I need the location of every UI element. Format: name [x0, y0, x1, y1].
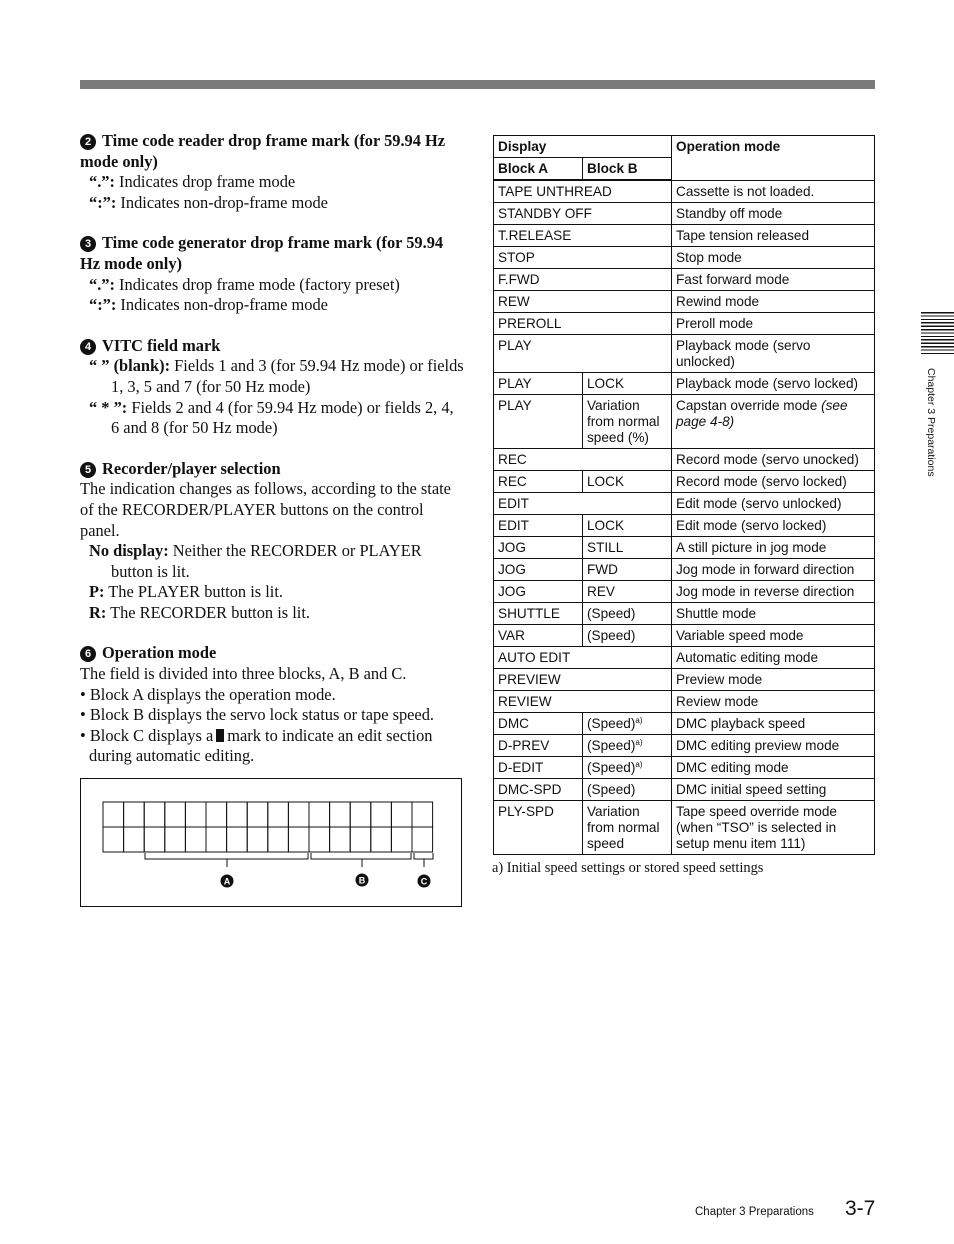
table-row [494, 269, 875, 291]
cell-display: PREVIEW [494, 669, 672, 691]
cell-block-b: (Speed)$^{a)}$ [583, 757, 672, 779]
number-badge-icon: 6 [80, 646, 96, 662]
header-block-a: Block A [494, 158, 583, 181]
table-row [494, 581, 875, 603]
section-tc-reader-drop-frame [80, 131, 465, 213]
cell-block-b: FWD [583, 559, 672, 581]
display-cell [391, 827, 412, 852]
section-tc-generator-drop-frame [80, 233, 465, 315]
display-cell [309, 827, 330, 852]
cell-operation-mode: Jog mode in forward direction [672, 559, 875, 581]
table-row [494, 669, 875, 691]
cell-block-a: JOG [494, 559, 583, 581]
number-badge-icon: 5 [80, 462, 96, 478]
label-b-text: B [358, 875, 366, 886]
cell-display: PLAY [494, 335, 672, 373]
footnote-ref: a) [635, 760, 643, 769]
label-circle-a [221, 875, 234, 888]
cell-operation-mode: Playback mode (servo unlocked) [672, 335, 875, 373]
definition-item: “:”: Indicates non-drop-frame mode [89, 192, 328, 212]
section-operation-mode [80, 643, 465, 767]
cell-display: F.FWD [494, 269, 672, 291]
cell-block-b: Variation from normal speed (%) [583, 395, 672, 449]
display-cell [288, 802, 309, 827]
table-row [494, 603, 875, 625]
definition-item: “.”: Indicates drop frame mode (factory preset) [89, 274, 400, 294]
table-row [494, 247, 875, 269]
cell-operation-mode: Edit mode (servo locked) [672, 515, 875, 537]
cell-block-a: D-EDIT [494, 757, 583, 779]
cell-operation-mode: DMC initial speed setting [672, 779, 875, 801]
cell-operation-mode: Shuttle mode [672, 603, 875, 625]
section-heading: 6 Operation mode [80, 643, 465, 664]
section-body: The indication changes as follows, according to the state of the RECORDER/PLAYER buttons on the control panel. [80, 479, 451, 540]
display-cell [268, 827, 289, 852]
section-heading: 5 Recorder/player selection [80, 459, 465, 480]
display-cell [412, 827, 433, 852]
cell-block-b: LOCK [583, 373, 672, 395]
table-row [494, 625, 875, 647]
table-footnote: a) Initial speed settings or stored speed settings [492, 860, 764, 876]
display-cell [391, 802, 412, 827]
table-row [494, 395, 875, 449]
table-body [494, 180, 875, 855]
display-field-diagram [80, 778, 462, 907]
edit-section-mark-icon [216, 729, 224, 742]
cell-operation-mode: Standby off mode [672, 203, 875, 225]
number-badge-icon: 3 [80, 236, 96, 252]
label-circle-b [356, 874, 369, 887]
section-vitc-field-mark [80, 336, 465, 439]
cell-block-a: PLY-SPD [494, 801, 583, 855]
table-row [494, 713, 875, 735]
display-cell [165, 827, 186, 852]
cell-block-a: PLAY [494, 395, 583, 449]
table-row [494, 335, 875, 373]
footnote-ref: a) [635, 738, 643, 747]
cell-block-b: (Speed) [583, 603, 672, 625]
label-circle-c [418, 875, 431, 888]
cell-operation-mode: Tape tension released [672, 225, 875, 247]
cell-operation-mode: Variable speed mode [672, 625, 875, 647]
cell-block-a: PLAY [494, 373, 583, 395]
display-cell [309, 802, 330, 827]
display-cell [227, 827, 248, 852]
cell-display: T.RELEASE [494, 225, 672, 247]
table-row [494, 180, 875, 203]
display-cell [412, 802, 433, 827]
section-heading: 3 Time code generator drop frame mark (for 59.94 Hz mode only) [80, 233, 444, 273]
display-cell [371, 827, 392, 852]
header-rule [80, 80, 875, 89]
display-cell [330, 802, 351, 827]
table-row [494, 779, 875, 801]
page-number: 3-7 [845, 1197, 876, 1220]
cell-display: REC [494, 449, 672, 471]
cell-operation-mode: Fast forward mode [672, 269, 875, 291]
cell-operation-mode: A still picture in jog mode [672, 537, 875, 559]
table-row [494, 203, 875, 225]
cell-operation-mode: DMC editing mode [672, 757, 875, 779]
table-row [494, 449, 875, 471]
cell-operation-mode: DMC playback speed [672, 713, 875, 735]
cell-operation-mode: Stop mode [672, 247, 875, 269]
table-row [494, 313, 875, 335]
table-row [494, 493, 875, 515]
cell-block-b: LOCK [583, 515, 672, 537]
cell-block-b: REV [583, 581, 672, 603]
number-badge-icon: 2 [80, 134, 96, 150]
cell-block-b: STILL [583, 537, 672, 559]
table-row [494, 373, 875, 395]
cell-block-a: REC [494, 471, 583, 493]
display-cell [165, 802, 186, 827]
display-cell [103, 802, 124, 827]
footer-chapter: Chapter 3 Preparations [695, 1206, 814, 1218]
section-heading: 4 VITC field mark [80, 336, 465, 357]
header-operation-mode: Operation mode [672, 136, 875, 181]
cell-block-a: JOG [494, 581, 583, 603]
footnote-ref: a) [635, 716, 643, 725]
display-cell [124, 827, 145, 852]
cell-operation-mode: Review mode [672, 691, 875, 713]
cell-block-a: EDIT [494, 515, 583, 537]
cell-operation-mode: Rewind mode [672, 291, 875, 313]
cell-block-a: D-PREV [494, 735, 583, 757]
display-cell-grid [103, 802, 433, 852]
cell-display: REW [494, 291, 672, 313]
cell-display: STANDBY OFF [494, 203, 672, 225]
cell-operation-mode: Tape speed override mode (when “TSO” is selected in setup menu item 111) [672, 801, 875, 855]
definition-item: R: The RECORDER button is lit. [89, 602, 310, 622]
display-cell [247, 802, 268, 827]
page-reference: (see page 4-8) [676, 398, 848, 429]
cell-block-a: JOG [494, 537, 583, 559]
cell-operation-mode: Jog mode in reverse direction [672, 581, 875, 603]
block-brackets [145, 853, 433, 867]
cell-block-a: DMC-SPD [494, 779, 583, 801]
cell-block-b: Variation from normal speed [583, 801, 672, 855]
header-display: Display [494, 136, 672, 158]
cell-block-a: DMC [494, 713, 583, 735]
cell-display: TAPE UNTHREAD [494, 180, 672, 203]
display-cell [103, 827, 124, 852]
display-cell [206, 827, 227, 852]
section-heading: 2 Time code reader drop frame mark (for 59.94 Hz mode only) [80, 131, 446, 171]
table-row [494, 471, 875, 493]
bullet-item: • Block B displays the servo lock status or tape speed. [80, 705, 434, 725]
table-row [494, 735, 875, 757]
definition-item: “.”: Indicates drop frame mode [89, 172, 296, 192]
cell-operation-mode: Record mode (servo unocked) [672, 449, 875, 471]
label-c-text: C [420, 876, 428, 887]
display-cell [330, 827, 351, 852]
display-cell [227, 802, 248, 827]
display-cell [350, 802, 371, 827]
display-cell [124, 802, 145, 827]
bullet-item: • Block C displays a mark to indicate an edit section during automatic editing. [80, 725, 433, 766]
display-cell [144, 802, 165, 827]
cell-operation-mode: Edit mode (servo unlocked) [672, 493, 875, 515]
bracket-block-b [311, 853, 411, 867]
cell-display: AUTO EDIT [494, 647, 672, 669]
number-badge-icon: 4 [80, 339, 96, 355]
cell-block-a: SHUTTLE [494, 603, 583, 625]
definition-item: P: The PLAYER button is lit. [89, 582, 283, 602]
display-cell [371, 802, 392, 827]
chapter-tab-marker [921, 312, 954, 356]
cell-block-b: LOCK [583, 471, 672, 493]
table-row [494, 537, 875, 559]
definition-item: “:”: Indicates non-drop-frame mode [89, 295, 328, 315]
table-row [494, 515, 875, 537]
definition-item: “ * ”: Fields 2 and 4 (for 59.94 Hz mode) or fields 2, 4, 6 and 8 (for 50 Hz mode) [89, 397, 454, 438]
label-a-text: A [223, 876, 231, 887]
display-cell [350, 827, 371, 852]
table-row [494, 691, 875, 713]
cell-display: STOP [494, 247, 672, 269]
cell-display: EDIT [494, 493, 672, 515]
table-row [494, 559, 875, 581]
display-cell [268, 802, 289, 827]
definition-item: “ ” (blank): Fields 1 and 3 (for 59.94 Hz mode) or fields 1, 3, 5 and 7 (for 50 Hz mode) [89, 356, 464, 396]
cell-block-b: (Speed)$^{a)}$ [583, 735, 672, 757]
display-grid-figure [81, 779, 461, 906]
display-cell [206, 802, 227, 827]
display-cell [185, 802, 206, 827]
display-cell [247, 827, 268, 852]
cell-operation-mode: Record mode (servo locked) [672, 471, 875, 493]
cell-block-b: (Speed) [583, 625, 672, 647]
cell-display: REVIEW [494, 691, 672, 713]
cell-operation-mode: Preview mode [672, 669, 875, 691]
table-row [494, 291, 875, 313]
header-block-b: Block B [583, 158, 672, 181]
table-row [494, 757, 875, 779]
operation-mode-table [493, 135, 875, 855]
table-row [494, 647, 875, 669]
left-column [80, 131, 465, 787]
cell-block-b: (Speed) [583, 779, 672, 801]
bracket-block-c [414, 853, 433, 867]
table-row [494, 225, 875, 247]
cell-operation-mode: Playback mode (servo locked) [672, 373, 875, 395]
cell-operation-mode: DMC editing preview mode [672, 735, 875, 757]
bracket-block-a [145, 853, 308, 867]
cell-block-a: VAR [494, 625, 583, 647]
cell-operation-mode: Capstan override mode (see page 4-8) [672, 395, 875, 449]
bullet-item: • Block A displays the operation mode. [80, 684, 336, 704]
section-recorder-player-selection [80, 459, 465, 624]
definition-item: No display: Neither the RECORDER or PLAYER button is lit. [89, 541, 422, 581]
cell-display: PREROLL [494, 313, 672, 335]
display-cell [144, 827, 165, 852]
section-body: The field is divided into three blocks, A, B and C. [80, 664, 407, 684]
cell-operation-mode: Preroll mode [672, 313, 875, 335]
display-cell [185, 827, 206, 852]
cell-block-b: (Speed)$^{a)}$ [583, 713, 672, 735]
display-cell [288, 827, 309, 852]
table-row [494, 801, 875, 855]
cell-operation-mode: Cassette is not loaded. [672, 180, 875, 203]
side-chapter-label: Chapter 3 Preparations [925, 368, 937, 477]
cell-operation-mode: Automatic editing mode [672, 647, 875, 669]
